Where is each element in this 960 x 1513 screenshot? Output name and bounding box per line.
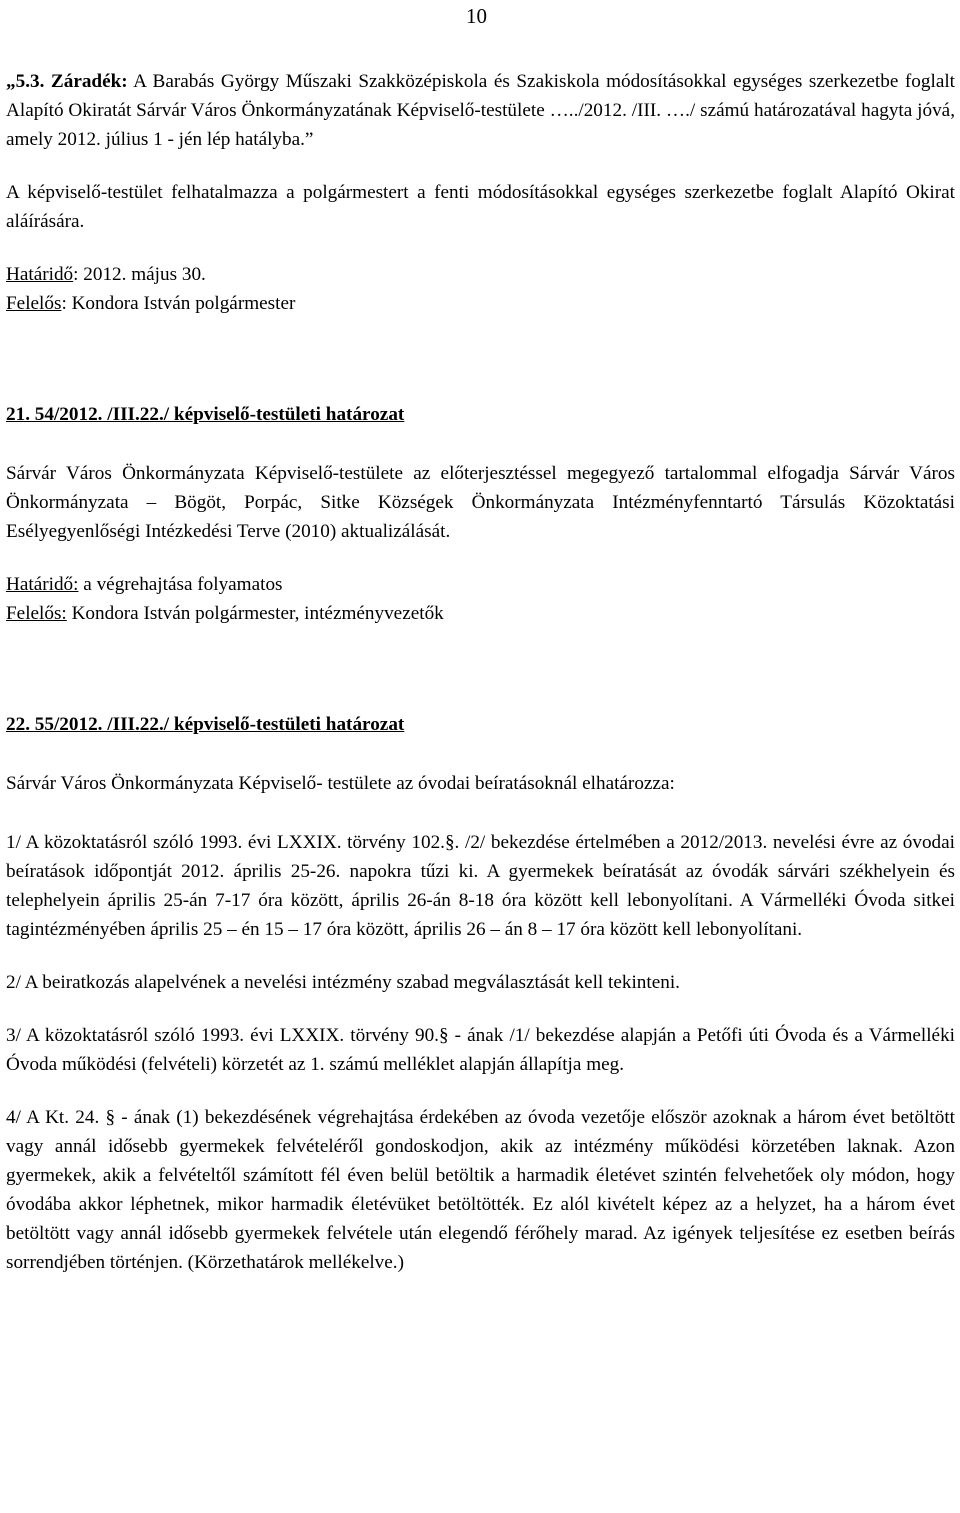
resolution-21-text: Sárvár Város Önkormányzata Képviselő-testülete az előterjesztéssel megegyező tartalommal elfogadja Sárvár Város Önkormányzata – Bögöt, Porpác, Sitke Községek Önkormányzata Intézményfenntartó Társulás Közoktatási Esélyegyenlőségi Intézkedési Terve (2010) aktualizálását. <box>6 463 955 542</box>
felhatalmazas-paragraph: A képviselő-testület felhatalmazza a polgármestert a fenti módosításokkal egységes szerkezetbe foglalt Alapító Okirat aláírására. <box>6 182 955 232</box>
zaradek-paragraph <box>6 67 955 154</box>
resolution-22-intro: Sárvár Város Önkormányzata Képviselő- testülete az óvodai beíratásoknál elhatározza: <box>6 773 675 794</box>
felelos-label-1: Felelős <box>6 293 62 314</box>
resolution-22-point-3: 3/ A közoktatásról szóló 1993. évi LXXIX. törvény 90.§ - ának /1/ bekezdése alapján a Petőfi úti Óvoda és a Vármelléki Óvoda működési (felvételi) körzetét az 1. számú melléklet alapján állapítja meg. <box>6 1025 955 1075</box>
document-body <box>6 67 955 1277</box>
zaradek-label: „5.3. Záradék: <box>6 71 128 92</box>
zaradek-text: A Barabás György Műszaki Szakközépiskola és Szakiskola módosításokkal egységes szerkezetbe foglalt Alapító Okiratát Sárvár Város Önkormányzatának Képviselő-testülete …../2012. /III. …./ számú határozatával hagyta jóvá, amely 2012. július 1 - jén lép hatályba.” <box>6 71 956 150</box>
resolution-22-title: 22. 55/2012. /III.22./ képviselő-testületi határozat <box>6 714 405 735</box>
resolution-22-point-2: 2/ A beiratkozás alapelvének a nevelési intézmény szabad megválasztását kell tekinteni. <box>6 972 680 993</box>
resolution-22-point-1: 1/ A közoktatásról szóló 1993. évi LXXIX. törvény 102.§. /2/ bekezdése értelmében a 2012/2013. nevelési évre az óvodai beíratások időpontját 2012. április 25-26. napokra tűzi ki. A gyermekek beíratását az óvodák sárvári székhelyein és telephelyein április 25-án 7-17 óra között, április 26-án 8-18 óra között kell lebonyolítani. A Vármelléki Óvoda sitkei tagintézményében április 25 – én 15 – 17 óra között, április 26 – án 8 – 17 óra között kell lebonyolítani. <box>6 832 955 940</box>
felelos-value-2: Kondora István polgármester, intézményvezetők <box>66 603 444 624</box>
hatarido-line-2 <box>6 570 955 599</box>
resolution-22-point-4: 4/ A Kt. 24. § - ának (1) bekezdésének végrehajtása érdekében az óvoda vezetője először azoknak a három évet betöltött vagy annál idősebb gyermekek felvételéről gondoskodjon, akik az intézmény működési körzetében laknak. Azon gyermekek, akik a felvételtől számított fél éven belül betöltik a harmadik életévet szintén felvehetőek oly módon, hogy óvodába akkor léphetnek, mikor harmadik életévüket betöltötték. Ez alól kivételt képez az a helyzet, ha a három évet betöltött vagy annál idősebb gyermekek felvétele után elegendő férőhely marad. Az igények teljesítése ez esetben beírás sorrendjében történjen. (Körzethatárok mellékelve.) <box>6 1107 955 1273</box>
felelos-line-2 <box>6 599 955 628</box>
felelos-value-1: : Kondora István polgármester <box>61 293 296 314</box>
hatarido-line-1 <box>6 260 955 289</box>
hatarido-label-1: Határidő <box>6 264 74 285</box>
felelos-line-1 <box>6 289 955 318</box>
felelos-label-2: Felelős: <box>6 603 67 624</box>
page-number: 10 <box>466 4 487 28</box>
hatarido-value-2: a végrehajtása folyamatos <box>78 574 283 595</box>
hatarido-value-1: : 2012. május 30. <box>73 264 206 285</box>
resolution-21-title: 21. 54/2012. /III.22./ képviselő-testületi határozat <box>6 404 405 425</box>
hatarido-label-2: Határidő: <box>6 574 79 595</box>
